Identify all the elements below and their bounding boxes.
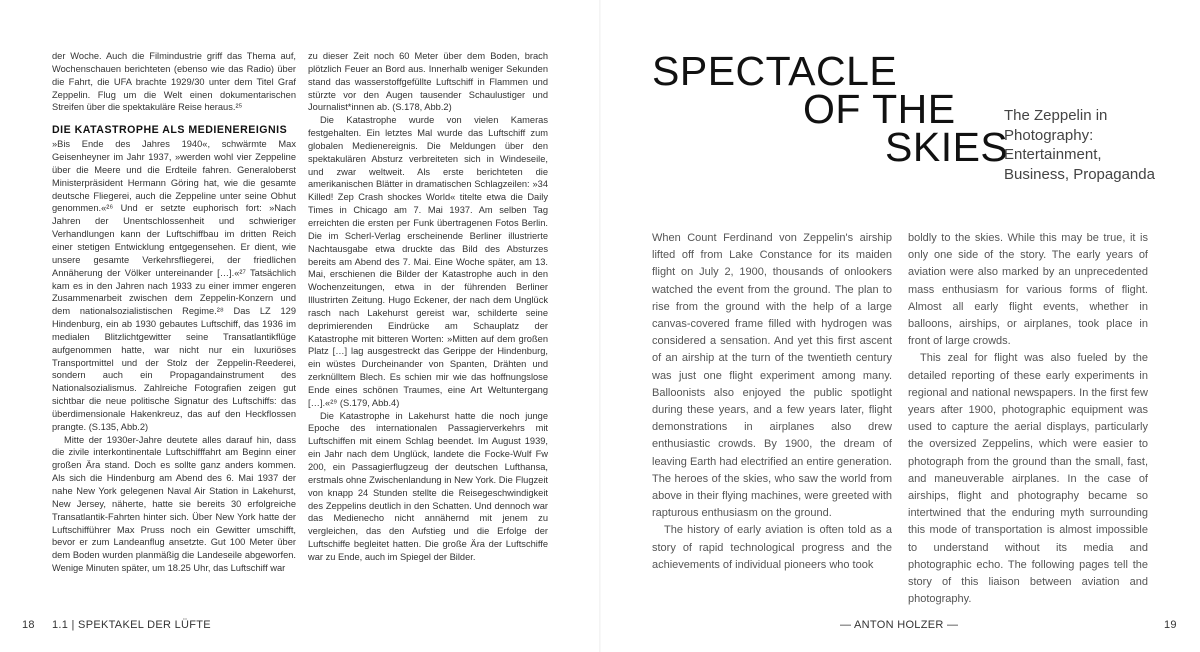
- subtitle-line: The Zeppelin in Photography:: [1004, 107, 1108, 144]
- paragraph-intro: der Woche. Auch die Filmindustrie griff das Thema auf, Wochenschauen berichteten (ebenso wie das Radio) über die Fahrt, die UFA brachte 1929/30 unter dem Titel Graf Zeppelin. Flug um die Welt einen dokumentarischen Streifen über die spektakuläre Reise heraus.²⁵: [52, 51, 296, 113]
- paragraph: »Bis Ende des Jahres 1940«, schwärmte Max Geisenheyner im Jahr 1937, »werden wohl vier Zeppeline über die Meere und die Erdteile fahren. Generaloberst Ministerpräsident Hermann Göring hat, wie die gesamte deutsche Fliegerei, auch die Zeppeline unter seine Obhut genommen.«²⁶ Und er setzte euphorisch fort: »Nach Jahren der Unentschlossenheit und schwieriger Verhandlungen kann der Luftschiffbau im dritten Reich einer stetigen Entwicklung entgegensehen. Er dient, wie unsere gesamte Verkehrsfliegerei, der friedlichen Annäherung der Völker untereinander […].«²⁷ Tatsächlich kam es in den Jahren nach 1933 zu einer immer engeren Zusammenarbeit zwischen dem Zeppelin-Konzern und dem nationalsozialistischen Regime.²⁸ Das LZ 129 Hindenburg, ein ab 1930 gebautes Luftschiff, das 1936 im medialen Blitzlichtgewitter seine Transatlantikflüge aufgenommen hatte, war nicht nur ein luxuriöses Transportmittel und der Stolz der Zeppelin-Reederei, sondern auch ein Propagandainstrument des Nationalsozialismus. Zahlreiche Fotografien zeigen gut sichtbar die neue politische Signatur des Luftschiffs: das überdimensionale Hakenkreuz, das auf den Heckflossen prangte. (S.135, Abb.2): [52, 139, 296, 432]
- chapter-title: [652, 48, 1009, 170]
- subtitle-line: Entertainment,: [1004, 146, 1102, 163]
- title-line: OF THE: [803, 86, 956, 132]
- paragraph-continued: boldly to the skies. While this may be true, it is only one side of the story. The early years of aviation were also marked by an unprecedented mass enthusiasm for various forms of flight. Almost all early flight events, whether in balloons, airships, or airplanes, took place in front of large crowds.: [908, 232, 1148, 348]
- paragraph: Die Katastrophe in Lakehurst hatte die noch junge Epoche des internationalen Passagierverkehrs mit Luftschiffen mit einem Schlag beendet. Im August 1939, ein Jahr nach dem Unglück, landete die Focke-Wulf Fw 200, ein Passagierflugzeug der deutschen Lufthansa, erstmals ohne Zwischenlandung in New York. Die Flugzeit von knapp 24 Stunden stellte die Reisegeschwindigkeit des Zeppelins deutlich in den Schatten. Und dennoch war das Medienecho nicht annähernd mit jenem zu vergleichen, das den Aufstieg und die Erfolge der Luftschiffe begleitet hatten. Die große Ära der Luftschiffe war zu Ende, auch im Spiegel der Bilder.: [308, 410, 548, 562]
- left-column-1: [52, 50, 296, 575]
- left-column-2: [308, 50, 548, 564]
- page-number-left: 18: [22, 619, 35, 631]
- paragraph: Mitte der 1930er-Jahre deutete alles darauf hin, dass die zivile interkontinentale Luftschifffahrt am Beginn einer großen Ära stand. Doch es sollte ganz anders kommen. Als sich die Hindenburg am Abend des 6. Mai 1937 der nahe New York gelegenen Naval Air Station in Lakehurst, New Jersey, näherte, hatte sie bereits 30 erfolgreiche Transatlantik-Fahrten hinter sich. Über New York hatte der Luftschifführer Max Pruss noch ein Gewitter umschifft, bevor er zum Landeanflug ansetzte. Gut 100 Meter über dem Boden wurden planmäßig die Landeseile abgeworfen. Wenige Minuten später, um 18.25 Uhr, das Luftschiff war: [52, 434, 296, 574]
- right-column-2: [908, 230, 1148, 608]
- running-header-section: 1.1 | SPEKTAKEL DER LÜFTE: [52, 619, 211, 631]
- author-name: — ANTON HOLZER —: [840, 619, 959, 631]
- page-number-right: 19: [1164, 619, 1177, 631]
- paragraph: The history of early aviation is often told as a story of rapid technological progress and the achievements of individual pioneers who took: [652, 524, 892, 571]
- paragraph: Die Katastrophe wurde von vielen Kameras festgehalten. Ein letztes Mal wurde das Luftschiff zum globalen Medienereignis. Die Meldungen über den spektakulären Absturz verbreiteten sich in Windeseile, und zwar weltweit. Als erste berichteten die amerikanischen Blätter in dramatischen Schlagzeilen: »34 Killed! Zep Crash shockes World« titelte etwa die Daily Times in Chicago am 7. Mai 1937. Am selben Tag erreichten die ersten per Funk übertragenen Fotos Berlin. Die im Scherl-Verlag erscheinende Berliner illustrierte Nachtausgabe etwa druckte das Bild des Absturzes bereits am Abend des 7. Mai. Eine Woche später, am 13. Mai, erschienen die Bilder der Katastrophe auch in den Wochenzeitungen, etwa in der führenden Berliner Illustrirten Zeitung. Hugo Eckener, der nach dem Unglück rasch nach Lakehurst gereist war, schilderte seine deprimierenden Eindrücke am Schauplatz der Katastrophe mit bitteren Worten: »Mitten auf dem großen Platz […] lag ausgestreckt das Gerippe der Hindenburg, ein wüstes Durcheinander von Spanten, Drähten und zerknülltem Blech. Es schien mir wie das hoffnungslose Ende eines schönen Traumes, eine Art Weltuntergang […].«²⁹ (S.179, Abb.4): [308, 115, 548, 408]
- section-heading: DIE KATASTROPHE ALS MEDIENEREIGNIS: [52, 124, 288, 137]
- paragraph-continued: zu dieser Zeit noch 60 Meter über dem Boden, brach plötzlich Feuer an Bord aus. Innerhalb weniger Sekunden stand das wasserstoffgefüllte Luftschiff in Flammen und stürzte vor den Augen tausender Schaulustiger und Journalist*innen ab. (S.178, Abb.2): [308, 51, 548, 113]
- title-line: SKIES: [885, 124, 1009, 170]
- title-line: SPECTACLE: [652, 48, 898, 94]
- paragraph: When Count Ferdinand von Zeppelin's airship lifted off from Lake Constance for its maiden flight on July 2, 1900, thousands of onlookers watched the event from the ground. The plan to rise from the ground with the help of a large canvas-covered frame filled with hydrogen was considered a sensation. And yet this first ascent of an airship at the turn of the twentieth century was just one flight experiment among many. Balloonists also enjoyed the public spotlight during these years, and a few years later, flight demonstrations in airplanes also drew enthusiastic crowds. By 1900, the dream of leaving Earth had electrified an entire generation. The heroes of the skies, who saw the world from above in their flying machines, were greeted with rapturous enthusiasm on the ground.: [652, 232, 892, 520]
- right-column-1: [652, 230, 892, 574]
- paragraph: This zeal for flight was also fueled by the detailed reporting of these early experiments in regional and national newspapers. In the first few years after 1900, photographic equipment was used to capture the aerial displays, particularly the oversized Zeppelins, which were easier to photograph from the ground than the small, fast, and maneuverable airplanes. In the case of airships, flight and photography became so intertwined that the enduring myth surrounding this mode of transportation is almost impossible to understand without its media and photographic echo. The following pages tell the story of this liaison between aviation and photography.: [908, 352, 1148, 606]
- subtitle-line: Business, Propaganda: [1004, 165, 1155, 183]
- chapter-subtitle: [1004, 106, 1164, 184]
